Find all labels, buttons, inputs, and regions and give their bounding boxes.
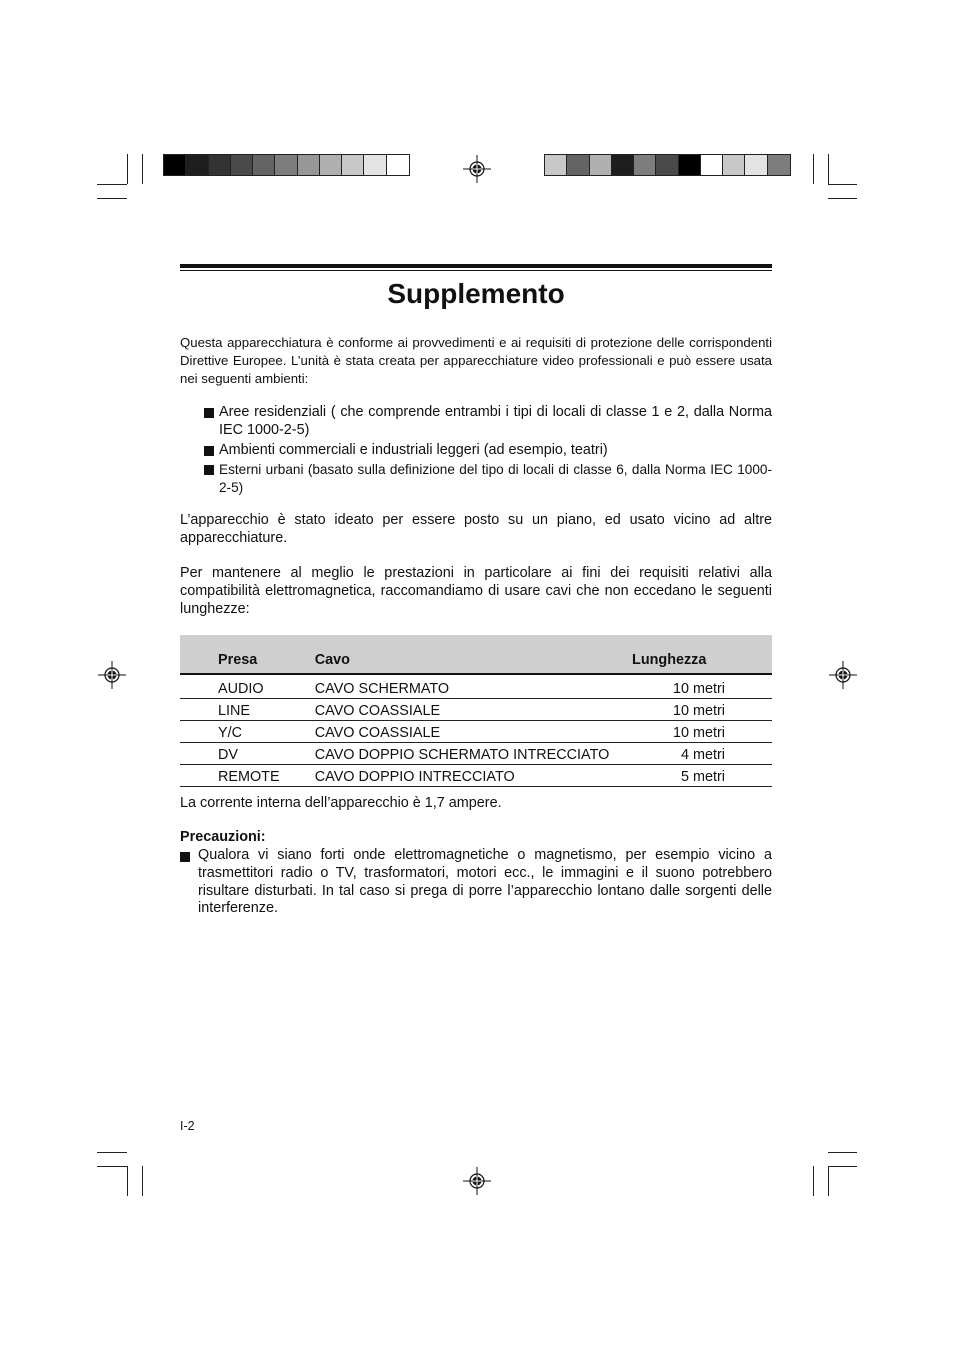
- color-swatch: [590, 155, 612, 175]
- crop-mark: [142, 154, 143, 184]
- crop-mark: [828, 184, 857, 185]
- precautions-item: Qualora vi siano forti onde elettromagnetiche o magnetismo, per esempio vicino a trasmettitori radio o TV, trasformatori, motori ecc., le immagini e il suono potrebbero risultare disturbati. In tal caso si prega di porre l’apparecchio lontano dalle sorgenti delle interferenze.: [180, 847, 772, 918]
- crop-mark: [97, 1166, 127, 1167]
- table-cell: CAVO SCHERMATO: [315, 674, 632, 699]
- crop-mark: [828, 1166, 829, 1196]
- table-cell: 10 metri: [632, 721, 772, 743]
- table-cell: LINE: [180, 699, 315, 721]
- color-swatch: [545, 155, 567, 175]
- table-cell: AUDIO: [180, 674, 315, 699]
- crop-mark: [127, 1166, 128, 1196]
- cable-length-table: [180, 635, 772, 787]
- column-header: Lunghezza: [632, 635, 772, 674]
- color-swatch: [231, 155, 253, 175]
- color-swatch: [275, 155, 297, 175]
- table-cell: CAVO DOPPIO INTRECCIATO: [315, 765, 632, 787]
- intro-paragraph: Questa apparecchiatura è conforme ai provvedimenti e ai requisiti di protezione delle corrispondenti Direttive Europee. L’unità è stata creata per apparecchiature video professionali e può essere usata nei seguenti ambienti:: [180, 335, 772, 386]
- square-bullet-icon: [204, 408, 214, 418]
- page-title: Supplemento: [387, 278, 565, 309]
- crop-mark: [813, 1166, 814, 1196]
- crop-mark: [127, 154, 128, 184]
- precautions-title: Precauzioni:: [180, 829, 266, 845]
- placement-paragraph: L’apparecchio è stato ideato per essere posto su un piano, ed usato vicino ad altre apparecchiature.: [180, 512, 772, 546]
- color-swatch: [679, 155, 701, 175]
- cable-paragraph: Per mantenere al meglio le prestazioni in particolare ai fini dei requisiti relativi alla compatibilità elettromagnetica, raccomandiamo di usare cavi che non eccedano le seguenti lunghezze:: [180, 565, 772, 617]
- color-swatch: [768, 155, 790, 175]
- table-cell: CAVO DOPPIO SCHERMATO INTRECCIATO: [315, 743, 632, 765]
- title-rule-thick: [180, 264, 772, 268]
- color-swatch: [745, 155, 767, 175]
- table-cell: Y/C: [180, 721, 315, 743]
- left-color-bar: [163, 154, 410, 176]
- crop-mark: [97, 1152, 127, 1153]
- color-swatch: [209, 155, 231, 175]
- page-number: I-2: [180, 1119, 195, 1133]
- color-swatch: [701, 155, 723, 175]
- table-row: [180, 699, 772, 721]
- environment-list: [204, 404, 772, 497]
- column-header: Presa: [180, 635, 315, 674]
- color-swatch: [567, 155, 589, 175]
- title-rule-thin: [180, 270, 772, 271]
- registration-mark-icon: [463, 155, 491, 183]
- list-item: Esterni urbani (basato sulla definizione del tipo di locali di classe 6, dalla Norma IEC 1000-2-5): [204, 461, 772, 497]
- table-row: [180, 743, 772, 765]
- table-row: [180, 721, 772, 743]
- color-swatch: [342, 155, 364, 175]
- color-swatch: [320, 155, 342, 175]
- square-bullet-icon: [180, 852, 190, 862]
- color-swatch: [298, 155, 320, 175]
- list-item: Aree residenziali ( che comprende entrambi i tipi di locali di classe 1 e 2, dalla Norma IEC 1000-2-5): [204, 404, 772, 440]
- color-swatch: [656, 155, 678, 175]
- crop-mark: [828, 1166, 857, 1167]
- color-swatch: [612, 155, 634, 175]
- list-item: Ambienti commerciali e industriali leggeri (ad esempio, teatri): [204, 442, 772, 460]
- table-cell: REMOTE: [180, 765, 315, 787]
- color-swatch: [723, 155, 745, 175]
- table-cell: 10 metri: [632, 674, 772, 699]
- crop-mark: [813, 154, 814, 184]
- table-cell: 10 metri: [632, 699, 772, 721]
- color-swatch: [164, 155, 186, 175]
- table-cell: DV: [180, 743, 315, 765]
- table-cell: CAVO COASSIALE: [315, 721, 632, 743]
- crop-mark: [97, 198, 127, 199]
- right-color-bar: [544, 154, 791, 176]
- registration-mark-icon: [829, 661, 857, 689]
- registration-mark-icon: [463, 1167, 491, 1195]
- crop-mark: [828, 1152, 857, 1153]
- table-header-row: [180, 635, 772, 674]
- square-bullet-icon: [204, 465, 214, 475]
- table-row: [180, 765, 772, 787]
- column-header: Cavo: [315, 635, 632, 674]
- crop-mark: [97, 184, 127, 185]
- color-swatch: [186, 155, 208, 175]
- table-row: [180, 674, 772, 699]
- crop-mark: [142, 1166, 143, 1196]
- table-cell: 5 metri: [632, 765, 772, 787]
- registration-mark-icon: [98, 661, 126, 689]
- table-cell: 4 metri: [632, 743, 772, 765]
- color-swatch: [364, 155, 386, 175]
- color-swatch: [634, 155, 656, 175]
- current-paragraph: La corrente interna dell’apparecchio è 1,7 ampere.: [180, 795, 502, 811]
- crop-mark: [828, 154, 829, 184]
- color-swatch: [253, 155, 275, 175]
- crop-mark: [828, 198, 857, 199]
- square-bullet-icon: [204, 446, 214, 456]
- table-cell: CAVO COASSIALE: [315, 699, 632, 721]
- color-swatch: [387, 155, 409, 175]
